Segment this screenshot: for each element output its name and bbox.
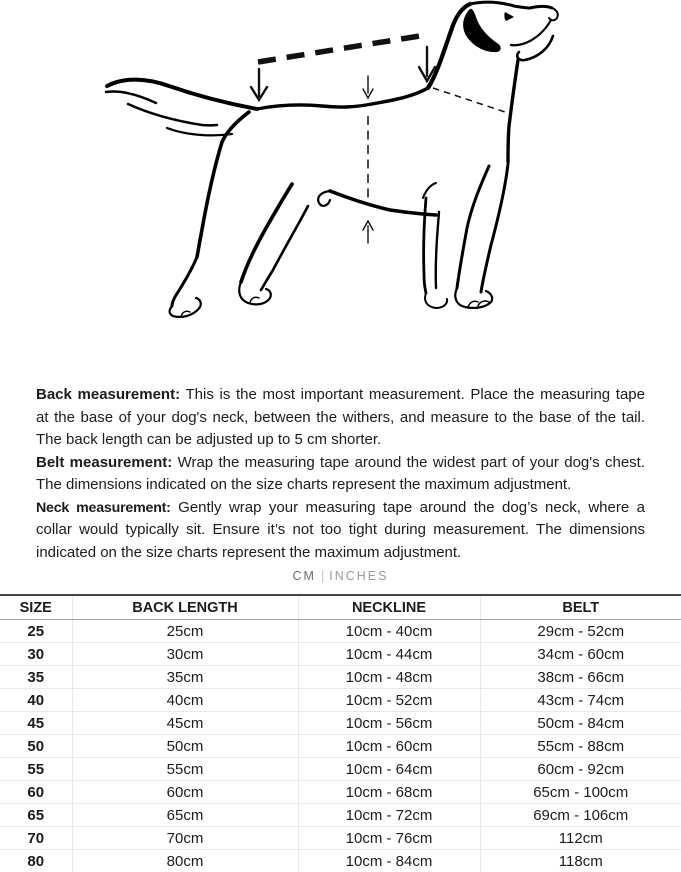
- back-length-annotation: [251, 35, 435, 100]
- down-arrow-middle-icon: [363, 76, 373, 98]
- neckline-cell: 10cm - 68cm: [298, 781, 480, 804]
- neckline-cell: 10cm - 84cm: [298, 850, 480, 872]
- dog-measurement-figure: [0, 0, 681, 370]
- size-cell: 60: [0, 781, 72, 804]
- belt-cell: 112cm: [480, 827, 681, 850]
- belt-cell: 34cm - 60cm: [480, 643, 681, 666]
- belt-cell: 50cm - 84cm: [480, 712, 681, 735]
- belt-cell: 38cm - 66cm: [480, 666, 681, 689]
- belt-cell: 55cm - 88cm: [480, 735, 681, 758]
- header-neckline: NECKLINE: [298, 595, 480, 620]
- neckline-cell: 10cm - 52cm: [298, 689, 480, 712]
- neck-measurement-label: Neck measurement:: [36, 500, 171, 516]
- table-row: [0, 827, 681, 850]
- back-length-cell: 60cm: [72, 781, 298, 804]
- size-cell: 50: [0, 735, 72, 758]
- neckline-cell: 10cm - 64cm: [298, 758, 480, 781]
- neck-annotation: [433, 88, 508, 113]
- back-measurement-label: Back measurement:: [36, 386, 180, 403]
- neck-measurement-paragraph: [36, 497, 645, 565]
- neckline-cell: 10cm - 60cm: [298, 735, 480, 758]
- size-cell: 80: [0, 850, 72, 872]
- table-row: [0, 735, 681, 758]
- size-chart-table: [0, 594, 681, 872]
- table-row: [0, 781, 681, 804]
- size-cell: 55: [0, 758, 72, 781]
- header-belt: BELT: [480, 595, 681, 620]
- back-length-cell: 35cm: [72, 666, 298, 689]
- unit-inches-button[interactable]: INCHES: [329, 569, 388, 583]
- back-measurement-paragraph: [36, 384, 645, 452]
- up-arrow-icon: [363, 221, 373, 243]
- neck-measurement-text: Gently wrap your measuring tape around the dog’s neck, where a collar would typically sit. Ensure it’s not too tight during measurement. The dimensions indicated on the size charts represent the maximum adjustment.: [36, 499, 645, 561]
- neck-dashed-line: [433, 88, 508, 113]
- table-row: [0, 850, 681, 872]
- neckline-cell: 10cm - 56cm: [298, 712, 480, 735]
- unit-toggle: [0, 569, 681, 588]
- back-length-cell: 45cm: [72, 712, 298, 735]
- belt-measurement-paragraph: [36, 452, 645, 497]
- dog-illustration: [0, 0, 681, 370]
- back-length-cell: 70cm: [72, 827, 298, 850]
- size-cell: 65: [0, 804, 72, 827]
- neckline-cell: 10cm - 72cm: [298, 804, 480, 827]
- back-length-cell: 55cm: [72, 758, 298, 781]
- back-length-cell: 30cm: [72, 643, 298, 666]
- size-cell: 30: [0, 643, 72, 666]
- back-length-dashed-line: [258, 35, 426, 62]
- belt-annotation: [363, 116, 373, 243]
- size-cell: 70: [0, 827, 72, 850]
- table-row: [0, 712, 681, 735]
- neckline-cell: 10cm - 44cm: [298, 643, 480, 666]
- back-length-cell: 25cm: [72, 620, 298, 643]
- table-row: [0, 666, 681, 689]
- size-cell: 45: [0, 712, 72, 735]
- header-back-length: BACK LENGTH: [72, 595, 298, 620]
- dog-eye: [504, 12, 514, 21]
- belt-cell: 69cm - 106cm: [480, 804, 681, 827]
- size-cell: 35: [0, 666, 72, 689]
- unit-separator: |: [321, 569, 324, 583]
- size-cell: 40: [0, 689, 72, 712]
- measurement-instructions: [0, 384, 681, 564]
- header-size: SIZE: [0, 595, 72, 620]
- table-header-row: [0, 595, 681, 620]
- neckline-cell: 10cm - 76cm: [298, 827, 480, 850]
- belt-cell: 60cm - 92cm: [480, 758, 681, 781]
- table-row: [0, 643, 681, 666]
- neckline-cell: 10cm - 40cm: [298, 620, 480, 643]
- back-length-cell: 40cm: [72, 689, 298, 712]
- back-length-cell: 65cm: [72, 804, 298, 827]
- belt-cell: 118cm: [480, 850, 681, 872]
- unit-cm-button[interactable]: CM: [293, 569, 316, 583]
- back-length-cell: 50cm: [72, 735, 298, 758]
- belt-cell: 29cm - 52cm: [480, 620, 681, 643]
- neckline-cell: 10cm - 48cm: [298, 666, 480, 689]
- belt-cell: 43cm - 74cm: [480, 689, 681, 712]
- back-measurement-text: This is the most important measurement. Place the measuring tape at the base of your dog's neck, between the withers, and measure to the base of the tail. The back length can be adjusted up to 5 cm shorter.: [36, 386, 645, 448]
- dog-ear: [463, 9, 501, 52]
- belt-measurement-label: Belt measurement:: [36, 454, 172, 471]
- table-row: [0, 689, 681, 712]
- table-row: [0, 804, 681, 827]
- down-arrow-left-icon: [251, 69, 267, 100]
- table-row: [0, 620, 681, 643]
- table-row: [0, 758, 681, 781]
- size-cell: 25: [0, 620, 72, 643]
- belt-measurement-text: Wrap the measuring tape around the widest part of your dog's chest. The dimensions indicated on the size charts represent the maximum adjustment.: [36, 454, 645, 494]
- belt-cell: 65cm - 100cm: [480, 781, 681, 804]
- back-length-cell: 80cm: [72, 850, 298, 872]
